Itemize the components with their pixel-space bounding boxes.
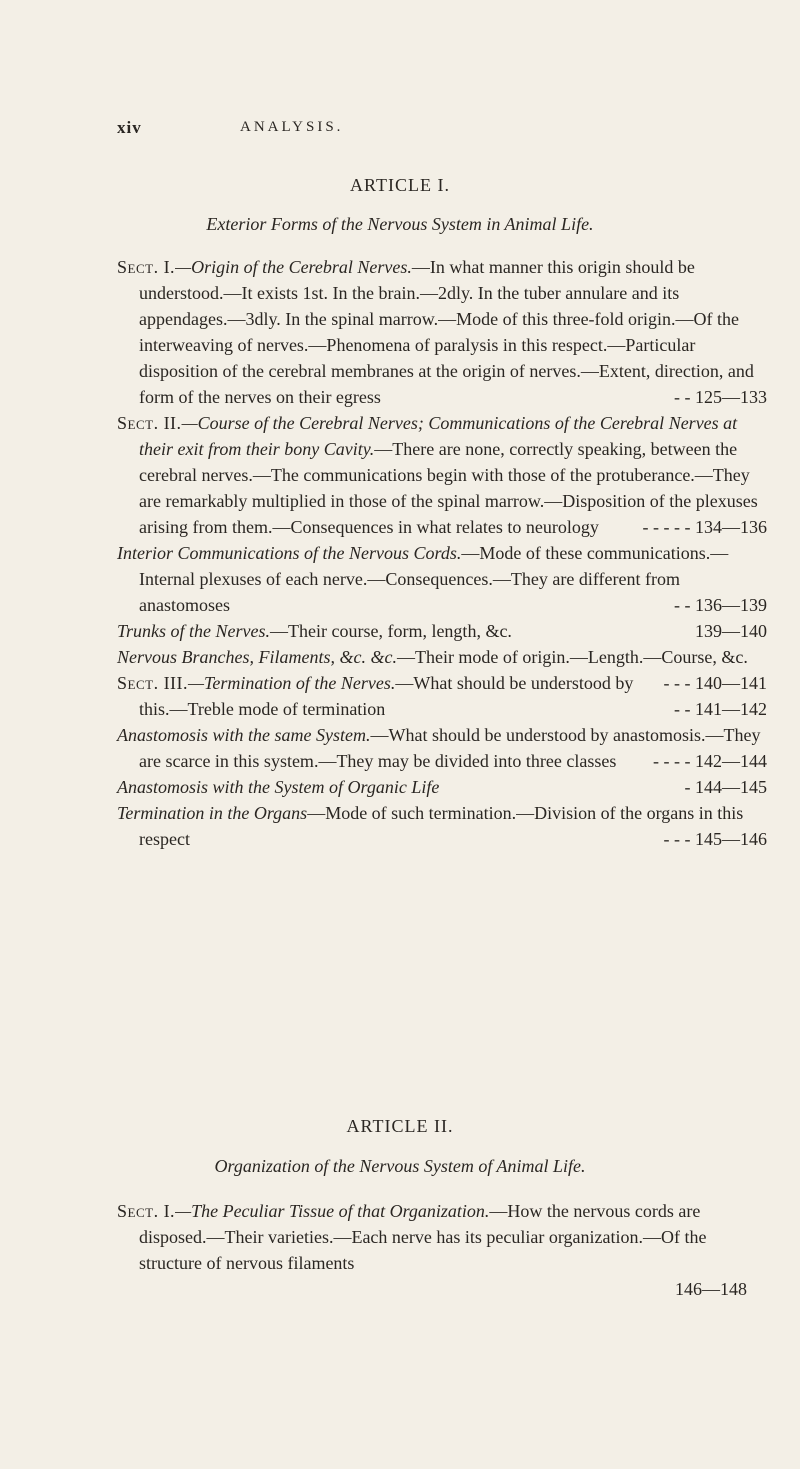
trunks-entry [117,618,767,644]
entry-title: Termination in the Organs [117,803,308,823]
page-range: - - 141—142 [674,699,767,719]
page-range: - - - - 142—144 [653,751,767,771]
entry-title: Nervous Branches, Filaments, &c. &c. [117,647,397,667]
entry-title: Anastomosis with the same System. [117,725,371,745]
anastomosis-same-entry [117,722,767,774]
section-title: —Termination of the Nerves. [188,673,396,693]
article-1-heading: ARTICLE I. [350,175,450,195]
section-title: —The Peculiar Tissue of that Organization. [175,1201,490,1221]
article-1-subtitle: Exterior Forms of the Nervous System in Animal Life. [206,214,594,234]
page-number: xiv [117,118,142,137]
section-body: —How the nervous cords are disposed.—Their varieties.—Each nerve has its peculiar organization.—Of the structure of nervous filaments [139,1201,707,1273]
article-2-subtitle: Organization of the Nervous System of Animal Life. [214,1156,586,1176]
page-range: 146—148 [675,1279,747,1299]
section-body: —There are none, correctly speaking, between the cerebral nerves.—The communications begin with those of the protuberance.—They are remarkably multiplied in those of the spinal marrow.—Disposition of the plexuses arising from them.—Consequences in what relates to neurology [139,439,758,537]
entry-body: —Mode of these communications.—Internal plexuses of each nerve.—Consequences.—They are different from anastomoses [139,543,729,615]
entry-body: —What should be understood by anastomosis.—They are scarce in this system.—They may be divided into three classes [139,725,761,771]
article-2-heading: ARTICLE II. [346,1116,454,1136]
entry-body: —Their mode of origin.—Length.—Course, &c. [396,647,748,667]
termination-organs-entry [117,800,767,852]
entry-title: Interior Communications of the Nervous Cords. [117,543,462,563]
article-2-contents [117,1198,767,1302]
section-label: Sect. I. [117,1201,176,1221]
entry-title: Anastomosis with the System of Organic Life [117,777,440,797]
section-label: Sect. II. [117,413,182,433]
section-1-entry [117,254,767,410]
running-head [0,118,800,144]
article-2-section-1-entry [117,1198,767,1302]
page-range: - - - 145—146 [663,829,767,849]
page-range: - 144—145 [684,777,767,797]
interior-communications-entry [117,540,767,618]
section-label: Sect. I. [117,257,176,277]
entry-body: —Their course, form, length, &c. [270,621,512,641]
section-2-entry [117,410,767,540]
page-range: - - - - - 134—136 [642,517,767,537]
section-title: —Course of the Cerebral Nerves; Communications of the Cerebral Nerves at their exit from their bony Cavity. [139,413,738,459]
section-body: —What should be understood by this.—Treble mode of termination [139,673,634,719]
entry-title: Trunks of the Nerves. [117,621,270,641]
page-range: 139—140 [695,621,767,641]
running-title: ANALYSIS. [240,119,344,135]
page-range: - - 125—133 [674,387,767,407]
section-3-entry [117,670,767,722]
entry-body: —Mode of such termination.—Division of the organs in this respect [139,803,744,849]
anastomosis-organic-entry [117,774,767,800]
page-range: - - - 140—141 [663,673,767,693]
page-range: - - 136—139 [674,595,767,615]
section-label: Sect. III. [117,673,189,693]
section-title: —Origin of the Cerebral Nerves. [175,257,412,277]
article-1-contents [117,254,767,852]
section-body: —In what manner this origin should be understood.—It exists 1st. In the brain.—2dly. In the tuber annulare and its appendages.—3dly. In the spinal marrow.—Mode of this three-fold origin.—Of the interweaving of nerves.—Phenomena of paralysis in this respect.—Particular disposition of the cerebral membranes at the origin of nerves.—Extent, direction, and form of the nerves on their egress [139,257,754,407]
